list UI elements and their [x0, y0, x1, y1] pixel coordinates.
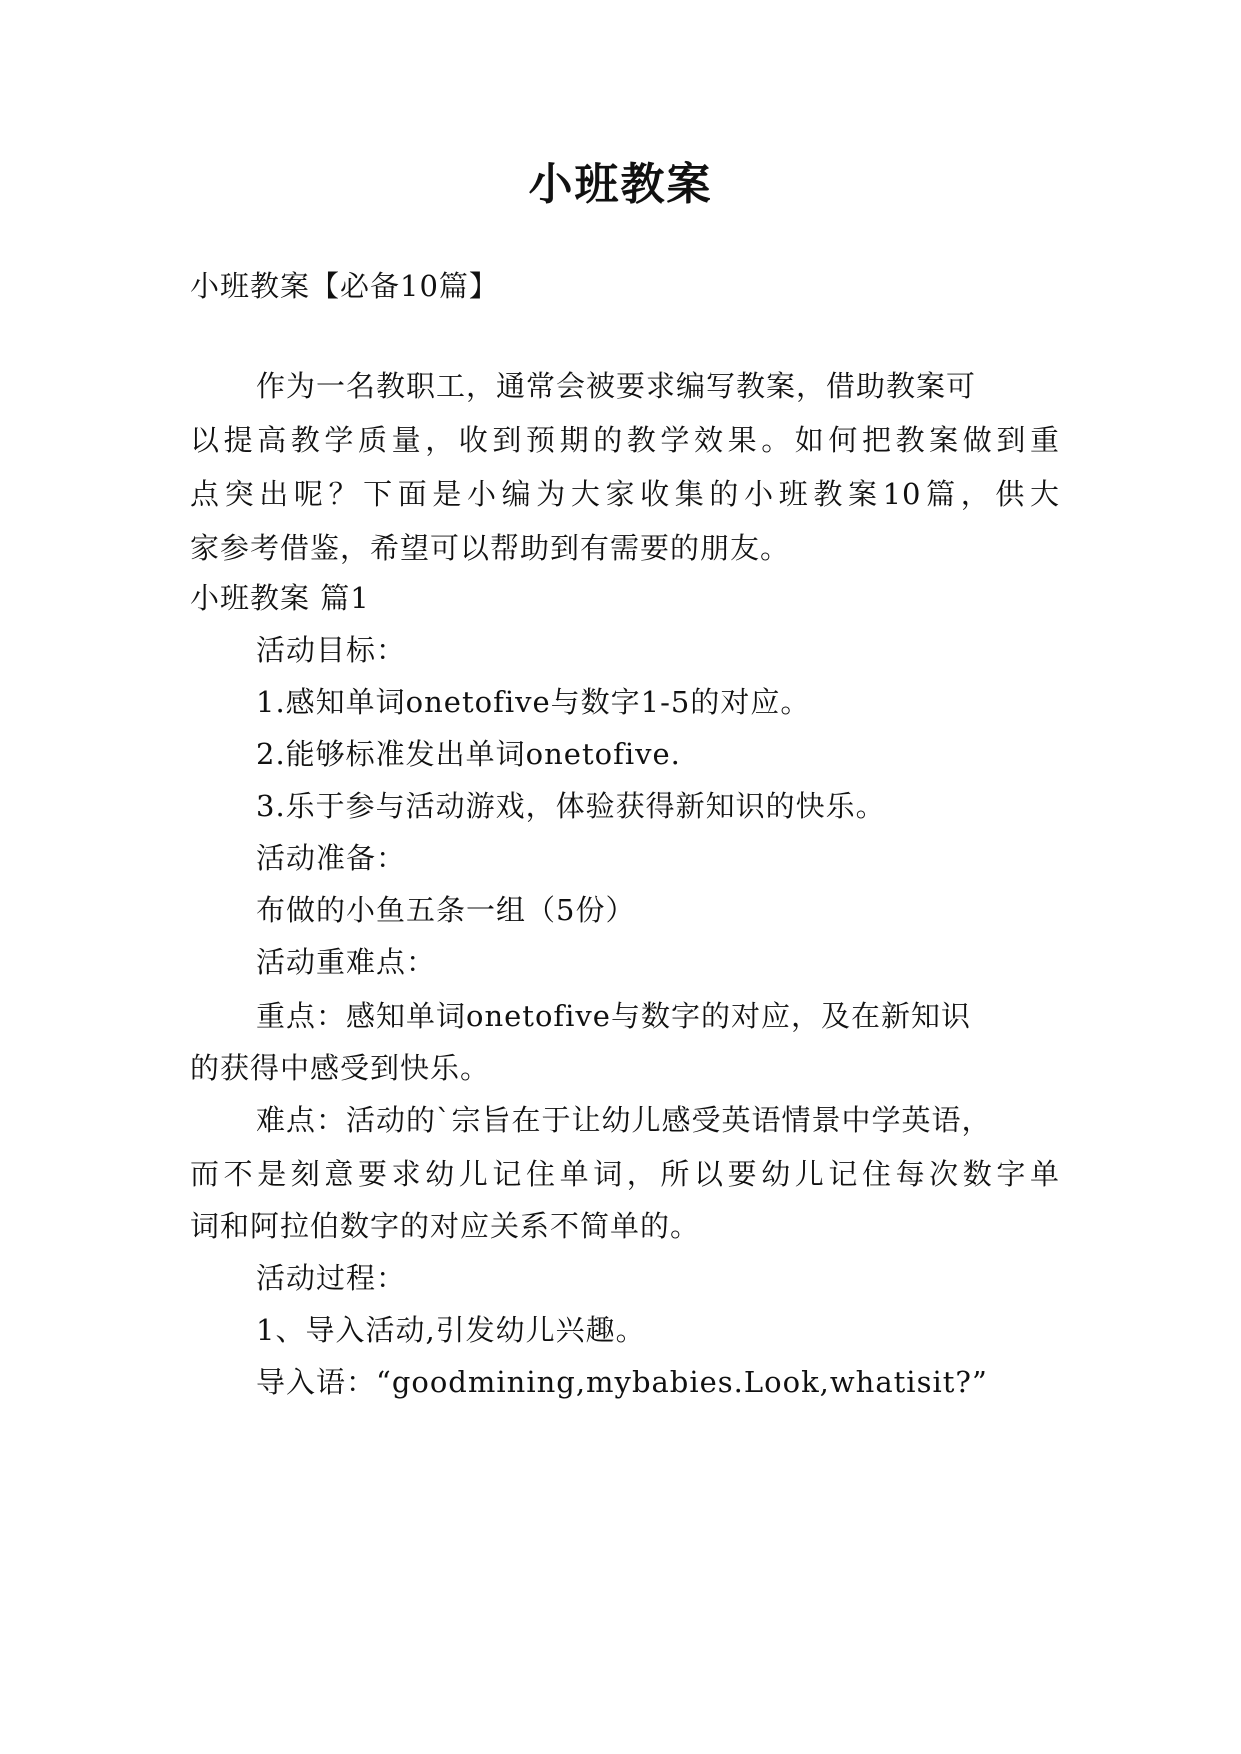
body-line-9: 的获得中感受到快乐。 [190, 1051, 491, 1085]
section-heading: 小班教案 篇1 [190, 581, 370, 615]
body-line-8: 重点：感知单词onetofive与数字的对应，及在新知识 [256, 999, 971, 1033]
document-subtitle: 小班教案【必备10篇】 [190, 269, 499, 303]
intro-line-4: 家参考借鉴，希望可以帮助到有需要的朋友。 [190, 531, 791, 565]
body-line-14: 1、导入活动,引发幼儿兴趣。 [256, 1313, 646, 1347]
body-line-11: 而不是刻意要求幼儿记住单词，所以要幼儿记住每次数字单 [190, 1157, 1060, 1191]
body-line-12: 词和阿拉伯数字的对应关系不简单的。 [190, 1209, 701, 1243]
body-line-3: 2.能够标准发出单词onetofive. [256, 737, 681, 771]
document-title: 小班教案 [528, 159, 713, 210]
body-line-15: 导入语：“goodmining,mybabies.Look,whatisit?” [256, 1365, 988, 1399]
intro-line-1: 作为一名教职工，通常会被要求编写教案，借助教案可 [256, 369, 977, 403]
intro-line-2: 以提高教学质量，收到预期的教学效果。如何把教案做到重 [190, 423, 1060, 457]
body-line-10: 难点：活动的`宗旨在于让幼儿感受英语情景中学英语， [256, 1103, 992, 1137]
body-line-4: 3.乐于参与活动游戏，体验获得新知识的快乐。 [256, 789, 886, 823]
body-line-5: 活动准备： [256, 841, 407, 875]
body-line-1: 活动目标： [256, 633, 407, 667]
body-line-13: 活动过程： [256, 1261, 407, 1295]
body-line-6: 布做的小鱼五条一组（5份） [256, 893, 636, 927]
body-line-7: 活动重难点： [256, 945, 437, 979]
intro-line-3: 点突出呢？下面是小编为大家收集的小班教案10篇，供大 [190, 477, 1060, 511]
body-line-2: 1.感知单词onetofive与数字1-5的对应。 [256, 685, 811, 719]
